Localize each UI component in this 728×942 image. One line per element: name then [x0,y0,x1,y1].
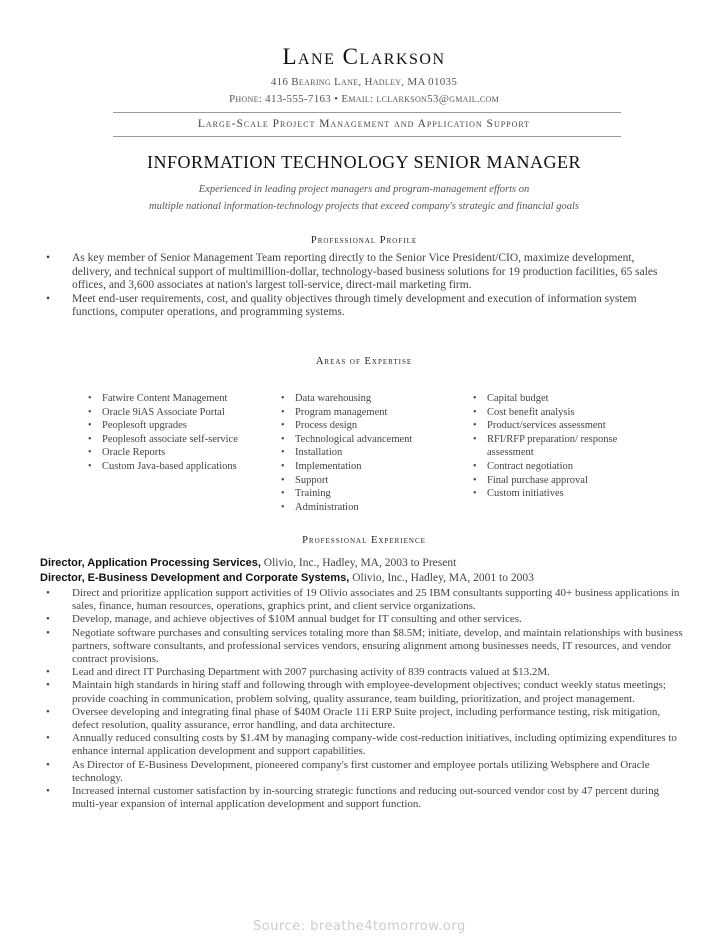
list-item: • Process design [281,419,461,433]
list-item: • Training [281,487,461,501]
tagline: Large-Scale Project Management and Application Support [197,118,531,130]
list-item: • Capital budget [473,392,663,406]
list-item: • Final purchase approval [473,474,663,488]
list-item: • Data warehousing [281,392,461,406]
profile-list [46,252,676,320]
list-item: • Custom Java-based applications [88,460,263,474]
experience-heading: Professional Experience [302,535,426,546]
headline-subtitle-line1: Experienced in leading project managers and program-management efforts on [198,184,530,195]
list-item: • Oversee developing and integrating final phase of $40M Oracle 11i ERP Suite project, including performance testing, risk mitigation, defect resolution, quality assurance, error handling, and data architecture. [46,706,686,732]
role-2 [40,572,680,584]
list-item: • Peoplesoft upgrades [88,419,263,433]
list-item: • Negotiate software purchases and consulting services totaling more than $8.5M; initiate, develop, and maintain relationships with business partners, software consultants, and professional services vendors, ensuring alignment among businesses needs, IT resources, and vendor contract provisions. [46,627,686,667]
list-item: • Oracle Reports [88,446,263,460]
role-2-details: Olivio, Inc., Hadley, MA, 2001 to 2003 [349,572,534,584]
list-item: • As Director of E-Business Development, pioneered company's first customer and employee portals utilizing Websphere and Oracle technology. [46,759,686,785]
list-item: • Product/services assessment [473,419,663,433]
list-item: • Administration [281,501,461,515]
list-item: • Increased internal customer satisfaction by in-sourcing strategic functions and reducing out-sourced vendor cost by 47 percent during multi-year expansion of internal application development and support function. [46,785,686,811]
role-1 [40,557,680,569]
list-item: • Program management [281,406,461,420]
source-watermark: Source: breathe4tomorrow.org [253,919,466,934]
role-1-details: Olivio, Inc., Hadley, MA, 2003 to Present [260,557,457,569]
list-item: • Direct and prioritize application support activities of 19 Olivio associates and 25 IBM consultants supporting 40+ business applications in sales, finance, human resources, operations, graphics print, and client service organizations. [46,587,686,613]
list-item: • Maintain high standards in hiring staff and following through with employee-development objectives; conduct weekly status meetings; provide coaching in communication, problem solving, quality assurance, team building, prioritization, and project management. [46,679,686,705]
list-item: • Implementation [281,460,461,474]
experience-list [46,587,686,811]
list-item: • Installation [281,446,461,460]
list-item: • Peoplesoft associate self-service [88,433,263,447]
headline-title: INFORMATION TECHNOLOGY SENIOR MANAGER [146,152,581,172]
expertise-heading: Areas of Expertise [315,356,413,367]
list-item: • RFI/RFP preparation/ response assessment [473,433,663,460]
list-item: • Annually reduced consulting costs by $1.4M by managing company-wide cost-reduction initiatives, including optimizing expenditures to enhance internal application development and support capabilities. [46,732,686,758]
list-item: • Custom initiatives [473,487,663,501]
list-item: • Develop, manage, and achieve objectives of $10M annual budget for IT consulting and other services. [46,613,686,626]
list-item: • Fatwire Content Management [88,392,263,406]
list-item: • Technological advancement [281,433,461,447]
role-1-title: Director, Application Processing Services, [40,557,261,569]
role-2-title: Director, E-Business Development and Corporate Systems, [40,572,350,584]
list-item: • Oracle 9iAS Associate Portal [88,406,263,420]
candidate-name: Lane Clarkson [282,44,446,69]
profile-heading: Professional Profile [310,235,418,246]
list-item: • As key member of Senior Management Team reporting directly to the Senior Vice President/CIO, maximize development, delivery, and technical support of multimillion-dollar, technology-based business solutions for 19 production facilities, 65 sales offices, and 3,600 associates at nation's largest toll-service, direct-mail marketing firm. [46,252,676,293]
contact-phone-email: Phone: 413-555-7163 • Email: lclarkson53@gmail.com [228,93,500,105]
list-item: • Lead and direct IT Purchasing Department with 2007 purchasing activity of 839 contracts valued at $13.2M. [46,666,686,679]
list-item: • Cost benefit analysis [473,406,663,420]
expertise-column-3 [473,392,663,501]
divider-top [113,112,621,113]
list-item: • Meet end-user requirements, cost, and quality objectives through timely development and execution of information system functions, computer operations, and programming systems. [46,293,676,320]
contact-address: 416 Bearing Lane, Hadley, MA 01035 [270,76,458,88]
headline-subtitle-line2: multiple national information-technology projects that exceed company's strategic and financial goals [149,201,579,212]
list-item: • Support [281,474,461,488]
list-item: • Contract negotiation [473,460,663,474]
divider-bottom [113,136,621,137]
expertise-column-2 [281,392,461,514]
expertise-column-1 [88,392,263,474]
